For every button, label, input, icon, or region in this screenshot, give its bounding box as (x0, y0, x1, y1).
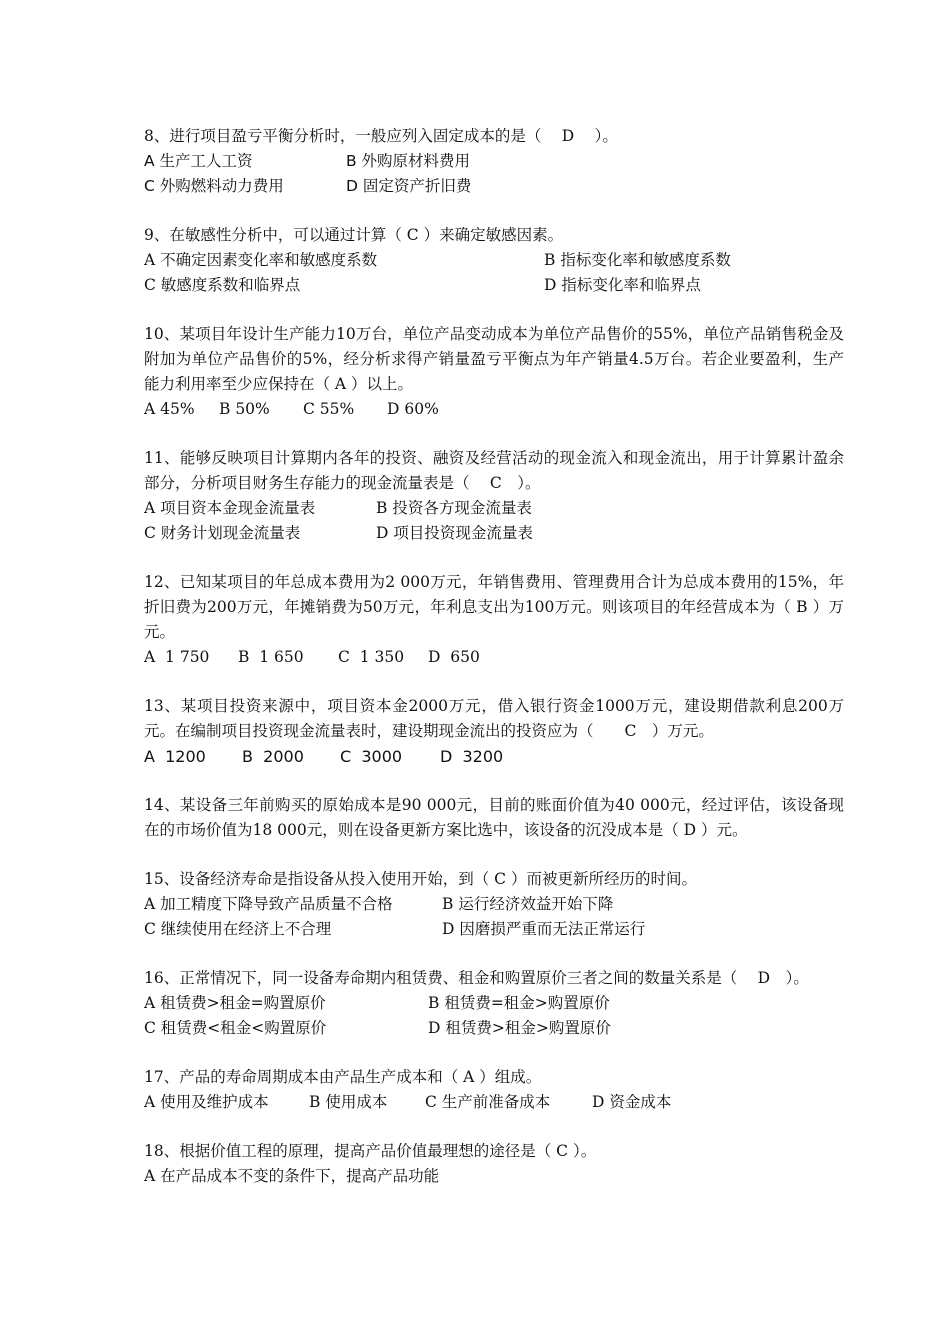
question-list (144, 124, 844, 1213)
question-11 (144, 446, 844, 546)
question-stem: 13、某项目投资来源中，项目资本金2000万元，借入银行资金1000万元，建设期借款利息200万元。在编制项目投资现金流量表时，建设期现金流出的投资应为（ C ）万元。 (144, 697, 844, 740)
question-14 (144, 793, 844, 843)
option-c: C 1 350 (338, 648, 405, 666)
option-b: B 指标变化率和敏感度系数 (544, 251, 731, 269)
option-c: C 财务计划现金流量表 (144, 524, 301, 542)
option-b: B 租赁费=租金>购置原价 (428, 994, 610, 1012)
question-17 (144, 1065, 844, 1115)
question-8 (144, 124, 844, 199)
options (144, 991, 844, 1016)
question-stem: 8、进行项目盈亏平衡分析时，一般应列入固定成本的是（ D ）。 (144, 127, 618, 145)
option-b: B 50% (219, 400, 270, 418)
options (144, 496, 844, 521)
option-d: D 650 (428, 648, 480, 666)
question-16 (144, 966, 844, 1041)
question-13 (144, 694, 844, 769)
option-a: A 不确定因素变化率和敏感度系数 (144, 251, 378, 269)
option-a: A 项目资本金现金流量表 (144, 499, 316, 517)
options (144, 744, 844, 769)
option-c: C 租赁费<租金<购置原价 (144, 1019, 327, 1037)
option-c: C 55% (303, 400, 355, 418)
question-stem: 11、能够反映项目计算期内各年的投资、融资及经营活动的现金流入和现金流出，用于计算累计盈余部分，分析项目财务生存能力的现金流量表是（ C ）。 (144, 449, 844, 492)
question-stem: 12、已知某项目的年总成本费用为2 000万元，年销售费用、管理费用合计为总成本费用的15%，年折旧费为200万元，年摊销费为50万元，年利息支出为100万元。则该项目的年经营成本为（ B ）万元。 (144, 573, 844, 641)
question-9 (144, 223, 844, 298)
option-d: D 因磨损严重而无法正常运行 (442, 920, 646, 938)
question-stem: 18、根据价值工程的原理，提高产品价值最理想的途径是（ C ）。 (144, 1142, 597, 1160)
option-c: C 3000 (340, 747, 403, 766)
options (144, 248, 844, 273)
option-d: D 60% (387, 400, 439, 418)
option-d: D 项目投资现金流量表 (376, 524, 533, 542)
option-a: A 1200 (144, 747, 206, 766)
options (144, 1016, 844, 1041)
question-10 (144, 322, 844, 422)
options (144, 397, 844, 422)
options (144, 149, 844, 174)
options (144, 273, 844, 298)
question-12 (144, 570, 844, 670)
options (144, 174, 844, 199)
option-b: B 外购原材料费用 (346, 152, 471, 170)
option-d: D 租赁费>租金>购置原价 (428, 1019, 611, 1037)
option-b: B 2000 (242, 747, 304, 766)
option-b: B 运行经济效益开始下降 (442, 895, 614, 913)
option-b: B 1 650 (238, 648, 304, 666)
option-a: A 1 750 (144, 648, 210, 666)
option-c: C 外购燃料动力费用 (144, 177, 284, 195)
option-a: A 加工精度下降导致产品质量不合格 (144, 895, 393, 913)
options (144, 1090, 844, 1115)
question-stem: 15、设备经济寿命是指设备从投入使用开始，到（ C ）而被更新所经历的时间。 (144, 870, 697, 888)
options (144, 917, 844, 942)
option-a: A 45% (144, 400, 195, 418)
option-a: A 在产品成本不变的条件下，提高产品功能 (144, 1167, 440, 1185)
question-stem: 16、正常情况下，同一设备寿命期内租赁费、租金和购置原价三者之间的数量关系是（ D ）。 (144, 969, 809, 987)
question-stem: 17、产品的寿命周期成本由产品生产成本和（ A ）组成。 (144, 1068, 542, 1086)
question-stem: 9、在敏感性分析中，可以通过计算（ C ）来确定敏感因素。 (144, 226, 564, 244)
option-d: D 指标变化率和临界点 (544, 276, 701, 294)
question-stem: 10、某项目年设计生产能力10万台，单位产品变动成本为单位产品售价的55%，单位产品销售税金及附加为单位产品售价的5%，经分析求得产销量盈亏平衡点为年产销量4.5万台。若企业要盈利，生产能力利用率至少应保持在（ A ）以上。 (144, 325, 844, 393)
option-a: A 租赁费>租金=购置原价 (144, 994, 326, 1012)
option-a: A 使用及维护成本 (144, 1093, 269, 1111)
options (144, 892, 844, 917)
option-d: D 资金成本 (592, 1093, 672, 1111)
option-b: B 使用成本 (309, 1093, 388, 1111)
option-a: A 生产工人工资 (144, 152, 253, 170)
option-c: C 继续使用在经济上不合理 (144, 920, 332, 938)
question-15 (144, 867, 844, 942)
option-b: B 投资各方现金流量表 (376, 499, 532, 517)
option-d: D 3200 (440, 747, 504, 766)
option-d: D 固定资产折旧费 (346, 177, 472, 195)
option-c: C 生产前准备成本 (425, 1093, 551, 1111)
option-c: C 敏感度系数和临界点 (144, 276, 301, 294)
options (144, 1164, 844, 1189)
question-18 (144, 1139, 844, 1189)
options (144, 645, 844, 670)
options (144, 521, 844, 546)
question-stem: 14、某设备三年前购买的原始成本是90 000元，目前的账面价值为40 000元，经过评估，该设备现在的市场价值为18 000元，则在设备更新方案比选中，该设备的沉没成本是（ D ）元。 (144, 796, 844, 839)
